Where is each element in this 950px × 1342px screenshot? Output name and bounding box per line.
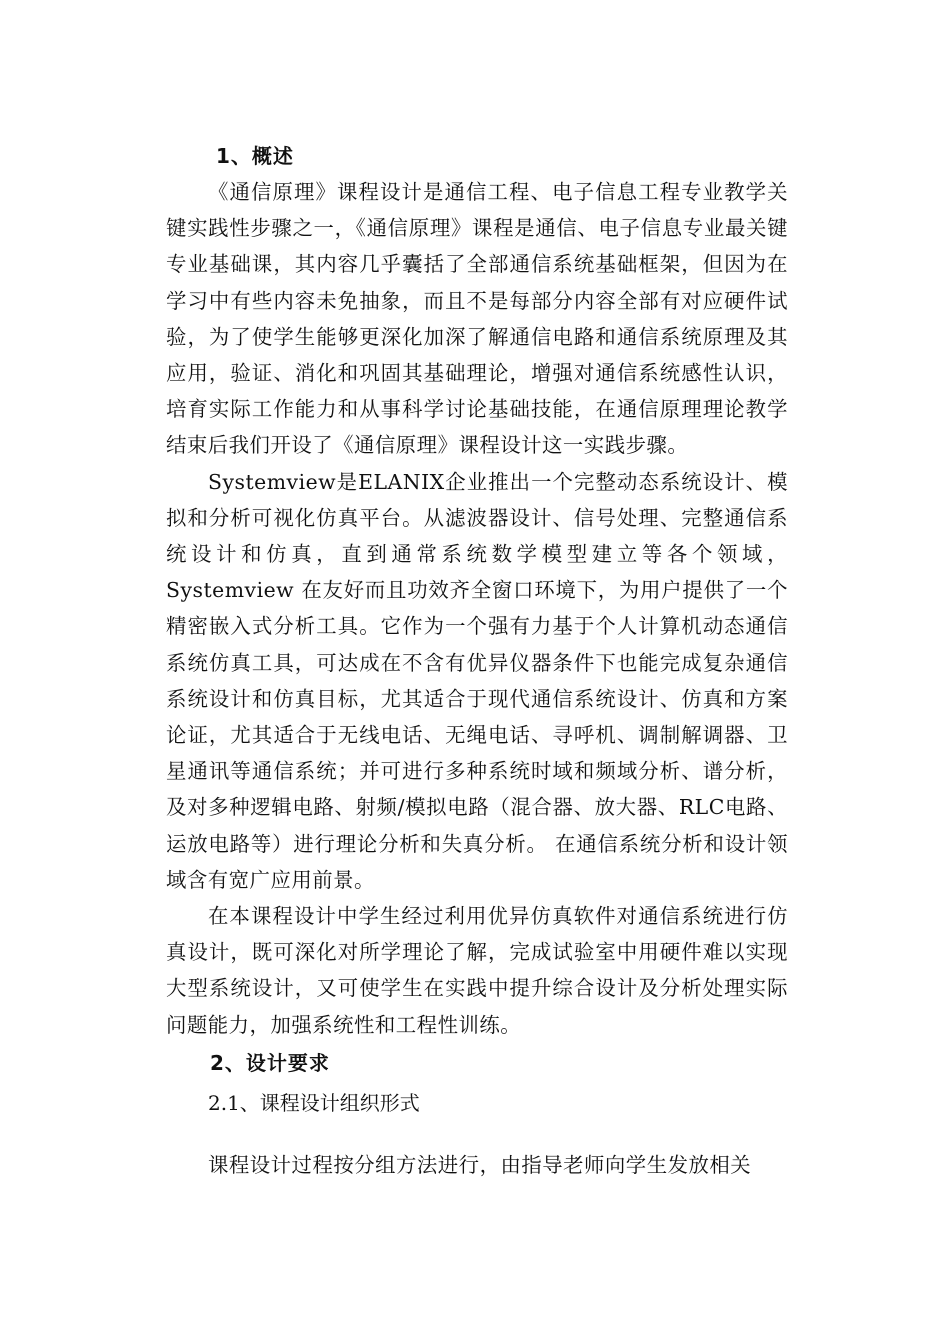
section-1-paragraph-3: 在本课程设计中学生经过利用优异仿真软件对通信系统进行仿真设计，既可深化对所学理论了解，完成试验室中用硬件难以实现大型系统设计，又可使学生在实践中提升综合设计及分析处理实际问题能力，加强系统性和工程性训练。 — [166, 904, 788, 1037]
section-1-paragraph-1: 《通信原理》课程设计是通信工程、电子信息工程专业教学关键实践性步骤之一，《通信原理》课程是通信、电子信息专业最关键专业基础课，其内容几乎囊括了全部通信系统基础框架，但因为在学习中有些内容未免抽象，而且不是每部分内容全部有对应硬件试验，为了使学生能够更深化加深了解通信电路和通信系统原理及其应用，验证、消化和巩固其基础理论，增强对通信系统感性认识，培育实际工作能力和从事科学讨论基础技能，在通信原理理论教学结束后我们开设了《通信原理》课程设计这一实践步骤。 — [166, 180, 788, 458]
section-2-1-paragraph: 课程设计过程按分组方法进行，由指导老师向学生发放相关 — [208, 1152, 752, 1177]
section-2-1-subheading: 2.1、课程设计组织形式 — [208, 1090, 420, 1115]
document-body — [166, 138, 788, 1183]
section-1-paragraph-2: Systemview是ELANIX企业推出一个完整动态系统设计、模拟和分析可视化仿真平台。从滤波器设计、信号处理、完整通信系统设计和仿真，直到通常系统数学模型建立等各个领域，Systemview 在友好而且功效齐全窗口环境下，为用户提供了一个精密嵌入式分析工具。它作为一个强有力基于个人计算机动态通信系统仿真工具，可达成在不含有优异仪器条件下也能完成复杂通信系统设计和仿真目标，尤其适合于现代通信系统设计、仿真和方案论证，尤其适合于无线电话、无绳电话、寻呼机、调制解调器、卫星通讯等通信系统；并可进行多种系统时域和频域分析、谱分析，及对多种逻辑电路、射频/模拟电路（混合器、放大器、RLC电路、运放电路等）进行理论分析和失真分析。 在通信系统分析和设计领域含有宽广应用前景。 — [166, 469, 788, 892]
section-1-heading: 1、概述 — [216, 144, 294, 168]
section-2-heading: 2、设计要求 — [210, 1050, 330, 1075]
